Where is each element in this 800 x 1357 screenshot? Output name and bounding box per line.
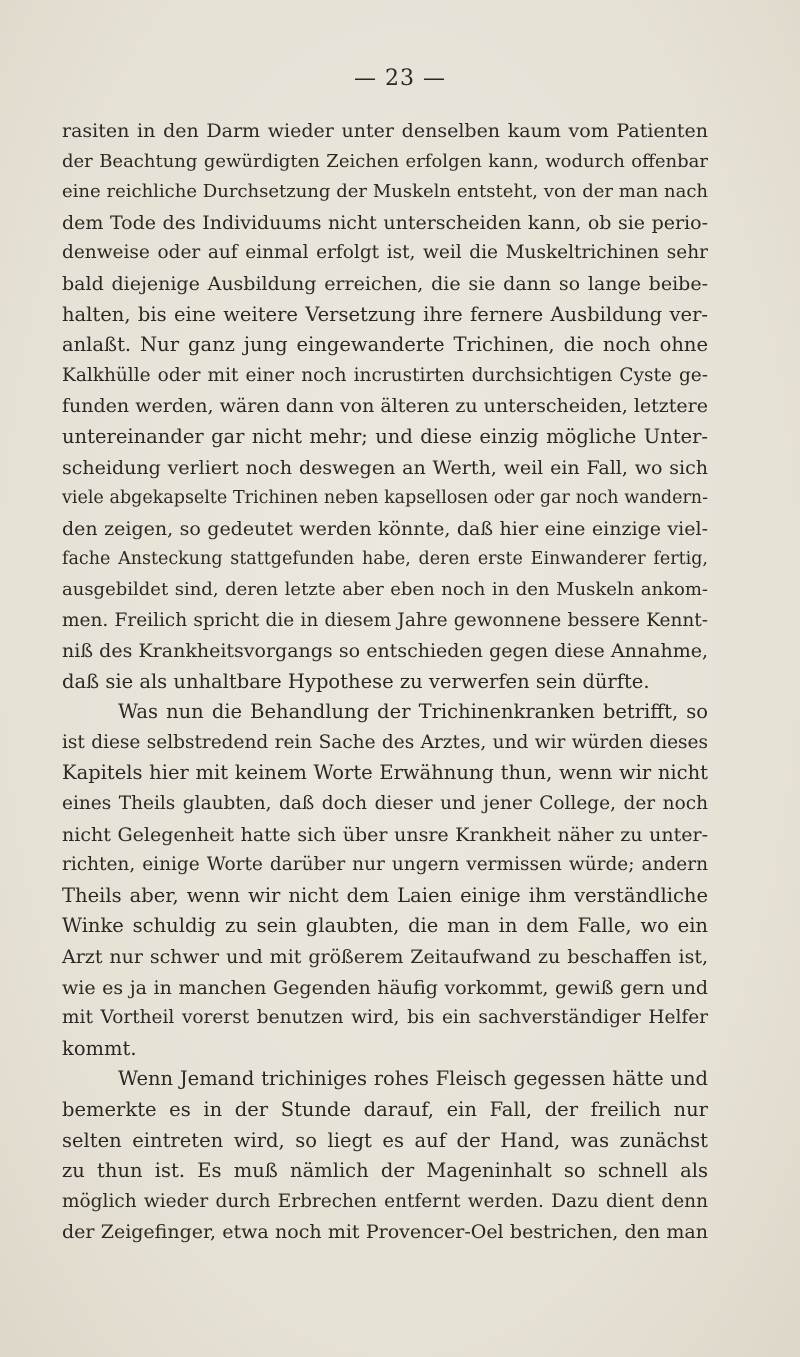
text-line: selten eintreten wird, so liegt es auf der Hand, was zunächst <box>62 1128 708 1152</box>
text-line: men. Freilich spricht die in diesem Jahre gewonnene bessere Kennt- <box>62 609 708 631</box>
text-line: möglich wieder durch Erbrechen entfernt werden. Dazu dient denn <box>62 1190 708 1212</box>
text-line: fache Ansteckung stattgefunden habe, deren erste Einwanderer fertig, <box>62 549 708 570</box>
text-line: Kalkhülle oder mit einer noch incrustirten durchsichtigen Cyste ge- <box>62 364 708 386</box>
text-line: den zeigen, so gedeutet werden könnte, daß hier eine einzige viel- <box>62 517 708 540</box>
text-line: rasiten in den Darm wieder unter denselben kaum vom Patienten <box>62 120 708 142</box>
text-line: der Zeigefinger, etwa noch mit Provencer-Oel bestrichen, den man <box>62 1221 708 1244</box>
text-line: viele abgekapselte Trichinen neben kapsellosen oder gar noch wandern- <box>62 488 708 509</box>
text-line: untereinander gar nicht mehr; und diese einzig mögliche Unter- <box>62 424 708 448</box>
text-line: anlaßt. Nur ganz jung eingewanderte Trichinen, die noch ohne <box>62 333 708 357</box>
text-line: richten, einige Worte darüber nur ungern vermissen würde; andern <box>62 854 708 876</box>
text-line: scheidung verliert noch deswegen an Werth, weil ein Fall, wo sich <box>62 456 708 479</box>
text-line: dem Tode des Individuums nicht unterscheiden kann, ob sie perio- <box>62 211 708 234</box>
paragraph-1 <box>62 116 708 697</box>
text-line: Was nun die Behandlung der Trichinenkranken betrifft, so <box>118 700 708 724</box>
text-line: kommt. <box>62 1036 137 1060</box>
text-line: Arzt nur schwer und mit größerem Zeitaufwand zu beschaffen ist, <box>62 946 708 969</box>
text-line: Kapitels hier mit keinem Worte Erwähnung thun, wenn wir nicht <box>62 761 708 785</box>
text-line: funden werden, wären dann von älteren zu unterscheiden, letztere <box>62 395 708 418</box>
text-line: niß des Krankheitsvorgangs so entschieden gegen diese Annahme, <box>62 640 708 663</box>
text-line: ist diese selbstredend rein Sache des Arztes, und wir würden dieses <box>62 731 708 753</box>
text-line: daß sie als unhaltbare Hypothese zu verwerfen sein dürfte. <box>62 669 650 693</box>
text-line: bald diejenige Ausbildung erreichen, die sie dann so lange beibe- <box>62 272 708 295</box>
page-number: — 23 — <box>354 66 446 91</box>
text-line: bemerkte es in der Stunde darauf, ein Fall, der freilich nur <box>62 1098 708 1121</box>
text-line: wie es ja in manchen Gegenden häufig vorkommt, gewiß gern und <box>62 976 708 999</box>
text-line: der Beachtung gewürdigten Zeichen erfolgen kann, wodurch offenbar <box>62 150 708 172</box>
text-line: zu thun ist. Es muß nämlich der Mageninhalt so schnell als <box>62 1159 708 1183</box>
text-line: Theils aber, wenn wir nicht dem Laien einige ihm verständliche <box>62 883 708 907</box>
paragraph-2 <box>62 697 708 1064</box>
text-line: Wenn Jemand trichiniges rohes Fleisch gegessen hätte und <box>118 1067 708 1091</box>
text-line: ausgebildet sind, deren letzte aber eben noch in den Muskeln ankom- <box>62 578 708 600</box>
paragraph-3 <box>62 1064 708 1248</box>
body-text <box>62 116 708 1248</box>
text-line: nicht Gelegenheit hatte sich über unsre Krankheit näher zu unter- <box>62 823 708 846</box>
text-line: halten, bis eine weitere Versetzung ihre fernere Ausbildung ver- <box>62 302 708 326</box>
text-line: eines Theils glaubten, daß doch dieser und jener College, der noch <box>62 793 708 815</box>
text-line: eine reichliche Durchsetzung der Muskeln entsteht, von der man nach <box>62 181 708 203</box>
text-line: Winke schuldig zu sein glaubten, die man in dem Falle, wo ein <box>62 914 708 938</box>
text-line: denweise oder auf einmal erfolgt ist, weil die Muskeltrichinen sehr <box>62 242 708 264</box>
text-line: mit Vortheil vorerst benutzen wird, bis ein sachverständiger Helfer <box>62 1007 708 1029</box>
